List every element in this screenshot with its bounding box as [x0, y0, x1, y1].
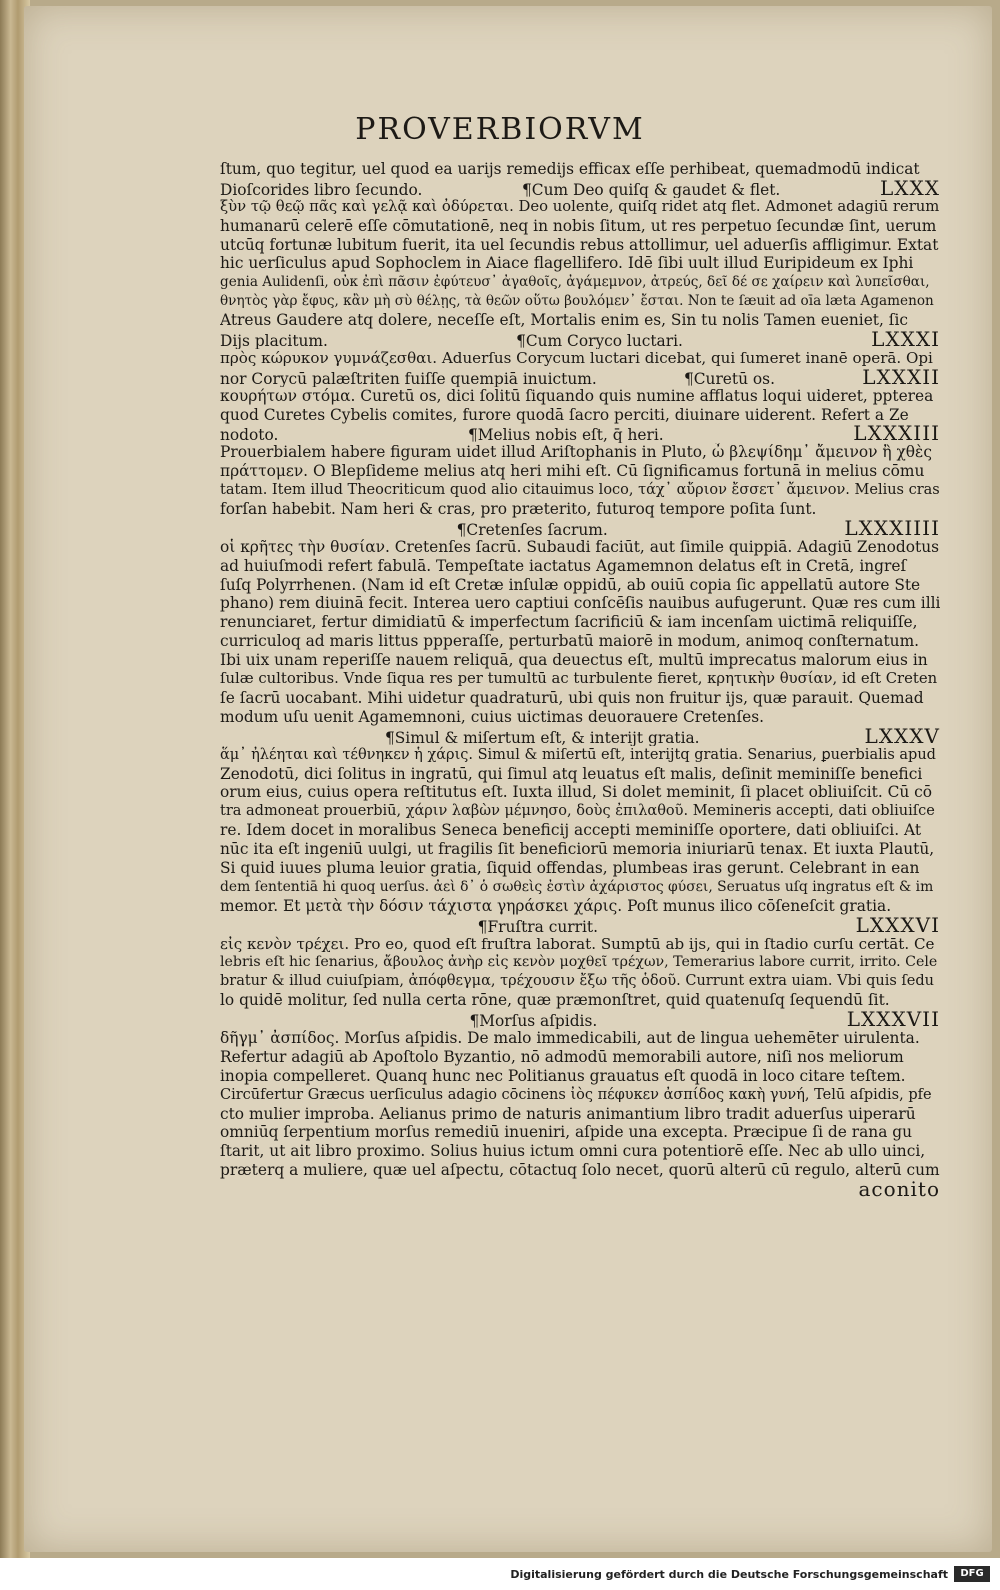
line-segment: ſulæ cultoribus. Vnde ſiqua res per tumultū ac turbulente fieret, κρητικὴν θυσίαν, id eſt Creten — [220, 670, 938, 688]
adage-heading: ¶Cum Coryco luctari. — [516, 332, 683, 349]
line-segment: κουρήτων στόμα. Curetū os, dici ſolitū ſiquando quis numine afflatus loqui uideret, ppterea — [220, 386, 934, 405]
adage-number: LXXXVII — [846, 1010, 940, 1029]
adage-number: LXXXIIII — [844, 518, 940, 538]
line-segment: lebris eſt hic ſenarius, ἄβουλος ἀνὴρ εἰς κενὸν μοχθεῖ τρέχων, Temerarius labore currit, irrito. Cele — [220, 954, 938, 971]
footer-bar — [0, 1558, 1000, 1590]
adage-heading: ¶Cum Deo quiſq & gaudet & flet. — [522, 180, 781, 198]
line-segment: quod Curetes Cybelis comites, furore quodā ſacro perciti, diuinare uiderent. Refert a Ze — [220, 405, 909, 424]
adage-number: LXXX — [880, 178, 940, 198]
line-segment: nodoto. — [220, 426, 279, 444]
text-line — [220, 897, 940, 916]
body-text — [220, 160, 940, 1199]
adage-number: LXXXI — [871, 330, 940, 349]
text-line — [220, 859, 940, 878]
line-segment: præterq a muliere, quæ uel aſpectu, cōtactuq ſolo necet, quorū alterū cū regulo, alterū cum — [220, 1161, 940, 1180]
text-line — [220, 1161, 940, 1180]
text-line — [220, 387, 940, 406]
text-line — [220, 651, 940, 670]
text-line — [220, 368, 940, 387]
text-line — [220, 443, 940, 462]
text-line — [220, 991, 940, 1010]
adage-heading: ¶Fruſtra currit. — [477, 917, 598, 935]
line-segment: dem ſententiā hi quoq uerſus. ἀεὶ δ᾽ ὁ σωθεὶς ἐστὶν ἀχάριστος φύσει, Seruatus uſq ingratus eſt & im — [220, 878, 934, 895]
line-segment: memor. Et μετὰ τὴν δόσιν τάχιστα γηράσκει χάρις. Poſt munus ilico cōſeneſcit gratia. — [220, 896, 892, 915]
text-line — [220, 689, 940, 708]
line-segment: curriculoq ad maris littus ppperaſſe, perturbatū maiorē in modum, animoq conſternatum. — [220, 632, 920, 651]
line-segment: ſuſq Polyrrhenen. (Nam id eſt Cretæ inſulæ oppidū, ab ouiū copia ſic appellatū autore Ste — [220, 575, 921, 594]
text-line — [220, 519, 940, 538]
line-segment: ad huiuſmodi refert fabulā. Tempeſtate iactatus Agamemnon delatus eſt in Cretā, ingreſ — [220, 556, 907, 575]
running-head: PROVERBIORVM — [355, 112, 645, 147]
line-segment: humanarū celerē eſſe cōmutationē, neq in nobis ſitum, ut res perpetuo ſecundæ ſint, uerum — [220, 216, 937, 235]
text-line — [220, 972, 940, 991]
adage-heading: ¶Melius nobis eſt, q̄ heri. — [468, 426, 664, 444]
text-line — [220, 670, 940, 689]
adage-heading: ¶Curetū os. — [683, 369, 775, 387]
text-line — [220, 916, 940, 935]
text-line — [220, 1105, 940, 1124]
text-line — [220, 1048, 940, 1067]
line-segment: tra admoneat prouerbiū, χάριν λαβὼν μέμνησο, δοὺς ἐπιλαθοῦ. Memineris accepti, dati obliuiſce — [220, 803, 935, 820]
text-line — [220, 613, 940, 632]
adage-number: LXXXII — [862, 367, 940, 387]
text-line — [220, 330, 940, 349]
line-segment: Refertur adagiū ab Apoſtolo Byzantio, nō admodū memorabili autore, niſi nos meliorum — [220, 1047, 904, 1066]
text-line — [220, 1010, 940, 1029]
line-segment: omniūq ſerpentium morſus remediū inueniri, aſpide una excepta. Præcipue ſi de rana gu — [220, 1123, 913, 1142]
text-line — [220, 198, 940, 217]
funding-credit: Digitalisierung gefördert durch die Deutsche Forschungsgemeinschaft — [510, 1568, 948, 1581]
line-segment: δῆγμ᾽ ἀσπίδος. Morſus aſpidis. De malo immedicabili, aut de lingua uehemēter uirulenta. — [220, 1028, 920, 1047]
line-segment: forſan habebit. Nam heri & cras, pro præterito, futuroq tempore poſita ſunt. — [220, 500, 817, 519]
line-segment: ξὺν τῷ θεῷ πᾶς καὶ γελᾷ καὶ ὀδύρεται. Deo uolente, quiſq ridet atq flet. Admonet adagiū rerum — [220, 197, 940, 215]
text-line — [220, 273, 940, 292]
adage-heading: ¶Cretenſes ſacrum. — [456, 520, 608, 538]
text-line — [220, 1142, 940, 1161]
text-line — [220, 349, 940, 368]
text-line — [220, 236, 940, 255]
line-segment: πρὸς κώρυκον γυμνάζεσθαι. Aduerſus Corycum luctari dicebat, qui ſumeret inanē operā. Opi — [220, 348, 933, 367]
text-line — [220, 538, 940, 557]
text-line — [220, 1086, 940, 1105]
dfg-logo: DFG — [954, 1566, 990, 1582]
text-line — [220, 481, 940, 500]
line-segment: οἱ κρῆτες τὴν θυσίαν. Cretenſes ſacrū. Subaudi faciūt, aut ſimile quippiā. Adagiū Zenodotus — [220, 537, 940, 556]
line-segment: ſtarit, ut ait libro proximo. Solius huius ictum omni cura potentiorē eſſe. Nec ab ullo uinci, — [220, 1142, 926, 1161]
adage-number: LXXXIII — [853, 424, 940, 444]
text-line — [220, 953, 940, 972]
text-line — [220, 708, 940, 727]
line-segment: Dioſcorides libro ſecundo. — [220, 180, 423, 198]
line-segment: tatam. Item illud Theocriticum quod alio citauimus loco, τάχ᾽ αὔριον ἔσσετ᾽ ἄμεινον. Melius cras — [220, 482, 940, 499]
line-segment: orum eius, cuius opera reſtitutus eſt. Iuxta illud, Si dolet meminit, ſi placet obliuiſcit. Cū cō — [220, 783, 933, 802]
text-line — [220, 1123, 940, 1142]
adage-heading: ¶Simul & miſertum eſt, & interijt gratia. — [384, 728, 700, 746]
text-line — [220, 594, 940, 613]
text-line — [220, 802, 940, 821]
text-line — [220, 217, 940, 236]
adage-number: LXXXVI — [855, 915, 940, 935]
line-segment: Prouerbialem habere figuram uidet illud Ariſtophanis in Pluto, ὦ βλεψίδημ᾽ ἄμεινον ἢ χθὲς — [220, 443, 932, 462]
line-segment: modum uſu uenit Agamemnoni, cuius uictimas deuorauere Cretenſes. — [220, 707, 765, 726]
line-segment: εἰς κενὸν τρέχει. Pro eo, quod eſt fruſtra laborat. Sumptū ab ijs, qui in ſtadio curſu certāt. Ce — [220, 934, 935, 953]
text-line — [220, 1180, 940, 1199]
text-line — [220, 292, 940, 311]
text-line — [220, 179, 940, 198]
line-segment: Circūfertur Græcus uerſiculus adagio cōcinens ἰὸς πέφυκεν ἀσπίδος κακὴ γυνή, Telū aſpidis, pfe — [220, 1086, 932, 1103]
line-segment: phano) rem diuinā fecit. Interea uero captiui conſcēſis nauibus aufugerunt. Quæ res cum illi — [220, 594, 940, 613]
text-line — [220, 783, 940, 802]
line-segment: Si quid iuues pluma leuior gratia, ſiquid offendas, plumbeas iras gerunt. Celebrant in ean — [220, 858, 920, 877]
line-segment: utcūq fortunæ lubitum fuerit, ita uel ſecundis rebus attollimur, uel aduerſis affligimur. Extat — [220, 235, 939, 254]
line-segment: hic uerſiculus apud Sophoclem in Aiace flagellifero. Idē ſibi uult illud Euripideum ex Iphi — [220, 254, 914, 273]
line-segment: inopia compelleret. Quanq hunc nec Politianus grauatus eſt quodā in loco citare teſtem. — [220, 1066, 906, 1085]
text-line — [220, 254, 940, 273]
line-segment: re. Idem docet in moralibus Seneca beneficij accepti meminiſſe oportere, dati obliuiſci. At — [220, 821, 922, 840]
line-segment: lo quidē molitur, ſed nulla certa rōne, quæ præmonſtret, quid quatenuſq ſequendū ſit. — [220, 991, 890, 1010]
line-segment: ſtum, quo tegitur, uel quod ea uarijs remedijs efficax eſſe perhibeat, quemadmodū indicat — [220, 160, 920, 178]
text-line — [220, 311, 940, 330]
text-line — [220, 821, 940, 840]
text-line — [220, 557, 940, 576]
adage-number: LXXXV — [864, 726, 940, 746]
text-line — [220, 1029, 940, 1048]
line-segment: nor Corycū palæſtriten fuiſſe quempiā inuictum. — [220, 369, 597, 387]
text-line — [220, 746, 940, 765]
adage-heading: ¶Morſus aſpidis. — [469, 1012, 598, 1029]
text-line — [220, 500, 940, 519]
line-segment: Zenodotū, dici ſolitus in ingratū, qui ſimul atq leuatus eſt malis, deſinit meminiſſe benefici — [220, 764, 923, 783]
line-segment: cto mulier improba. Aelianus primo de naturis animantium libro tradit aduerſus uiperarū — [220, 1104, 916, 1123]
text-line — [220, 840, 940, 859]
text-line — [220, 935, 940, 954]
text-line — [220, 424, 940, 443]
text-line — [220, 462, 940, 481]
text-line — [220, 765, 940, 784]
line-segment: Atreus Gaudere atq dolere, neceſſe eſt, Mortalis enim es, Sin tu nolis Tamen eueniet, ſic — [220, 311, 909, 330]
text-line — [220, 160, 940, 179]
line-segment: Ibi uix unam reperiſſe nauem reliquā, qua deuectus eſt, multū imprecatus malorum eius in — [220, 651, 928, 670]
text-line — [220, 1067, 940, 1086]
text-line — [220, 576, 940, 595]
line-segment: Dijs placitum. — [220, 332, 328, 349]
line-segment: genia Aulidenſi, οὐκ ἐπὶ πᾶσιν ἐφύτευσ᾽ ἀγαθοῖς, ἀγάμεμνον, ἀτρεύς, δεῖ δέ σε χαίρειν καὶ λυπεῖσθαι, — [220, 274, 930, 291]
line-segment: bratur & illud cuiuſpiam, ἀπόφθεγμα, τρέχουσιν ἔξω τῆς ὁδοῦ. Currunt extra uiam. Vbi quis ſedu — [220, 973, 935, 990]
line-segment: renunciaret, fertur dimidiatū & imperfectum ſacrificiū & iam incenſam uictimā reliquiſſe, — [220, 613, 918, 632]
text-line — [220, 727, 940, 746]
text-line — [220, 406, 940, 425]
line-segment: πράττομεν. O Blepſideme melius atq heri mihi eſt. Cū ſignificamus fortunā in melius cōmu — [220, 462, 925, 481]
line-segment: ſe ſacrū uocabant. Mihi uidetur quadraturū, ubi quis non fruitur ijs, quæ parauit. Quemad — [220, 688, 924, 707]
line-segment: nūc ita eſt ingeniū uulgi, ut fragilis ſit beneficiorū memoria iniuriarū tenax. Et iuxta Plautū, — [220, 840, 935, 859]
line-segment: θνητὸς γὰρ ἔφυς, κἂν μὴ σὺ θέλῃς, τὰ θεῶν οὕτω βουλόμεν᾽ ἔσται. Non te ſæuit ad oīa læta Agamenon — [220, 293, 934, 310]
text-line — [220, 632, 940, 651]
line-segment: ἅμ᾽ ἠλέηται καὶ τέθνηκεν ἡ χάρις. Simul & miſertū eſt, interijtq gratia. Senarius, ꝑuerbialis apud — [220, 746, 936, 763]
adage-number: aconito — [858, 1180, 940, 1199]
text-line — [220, 878, 940, 897]
